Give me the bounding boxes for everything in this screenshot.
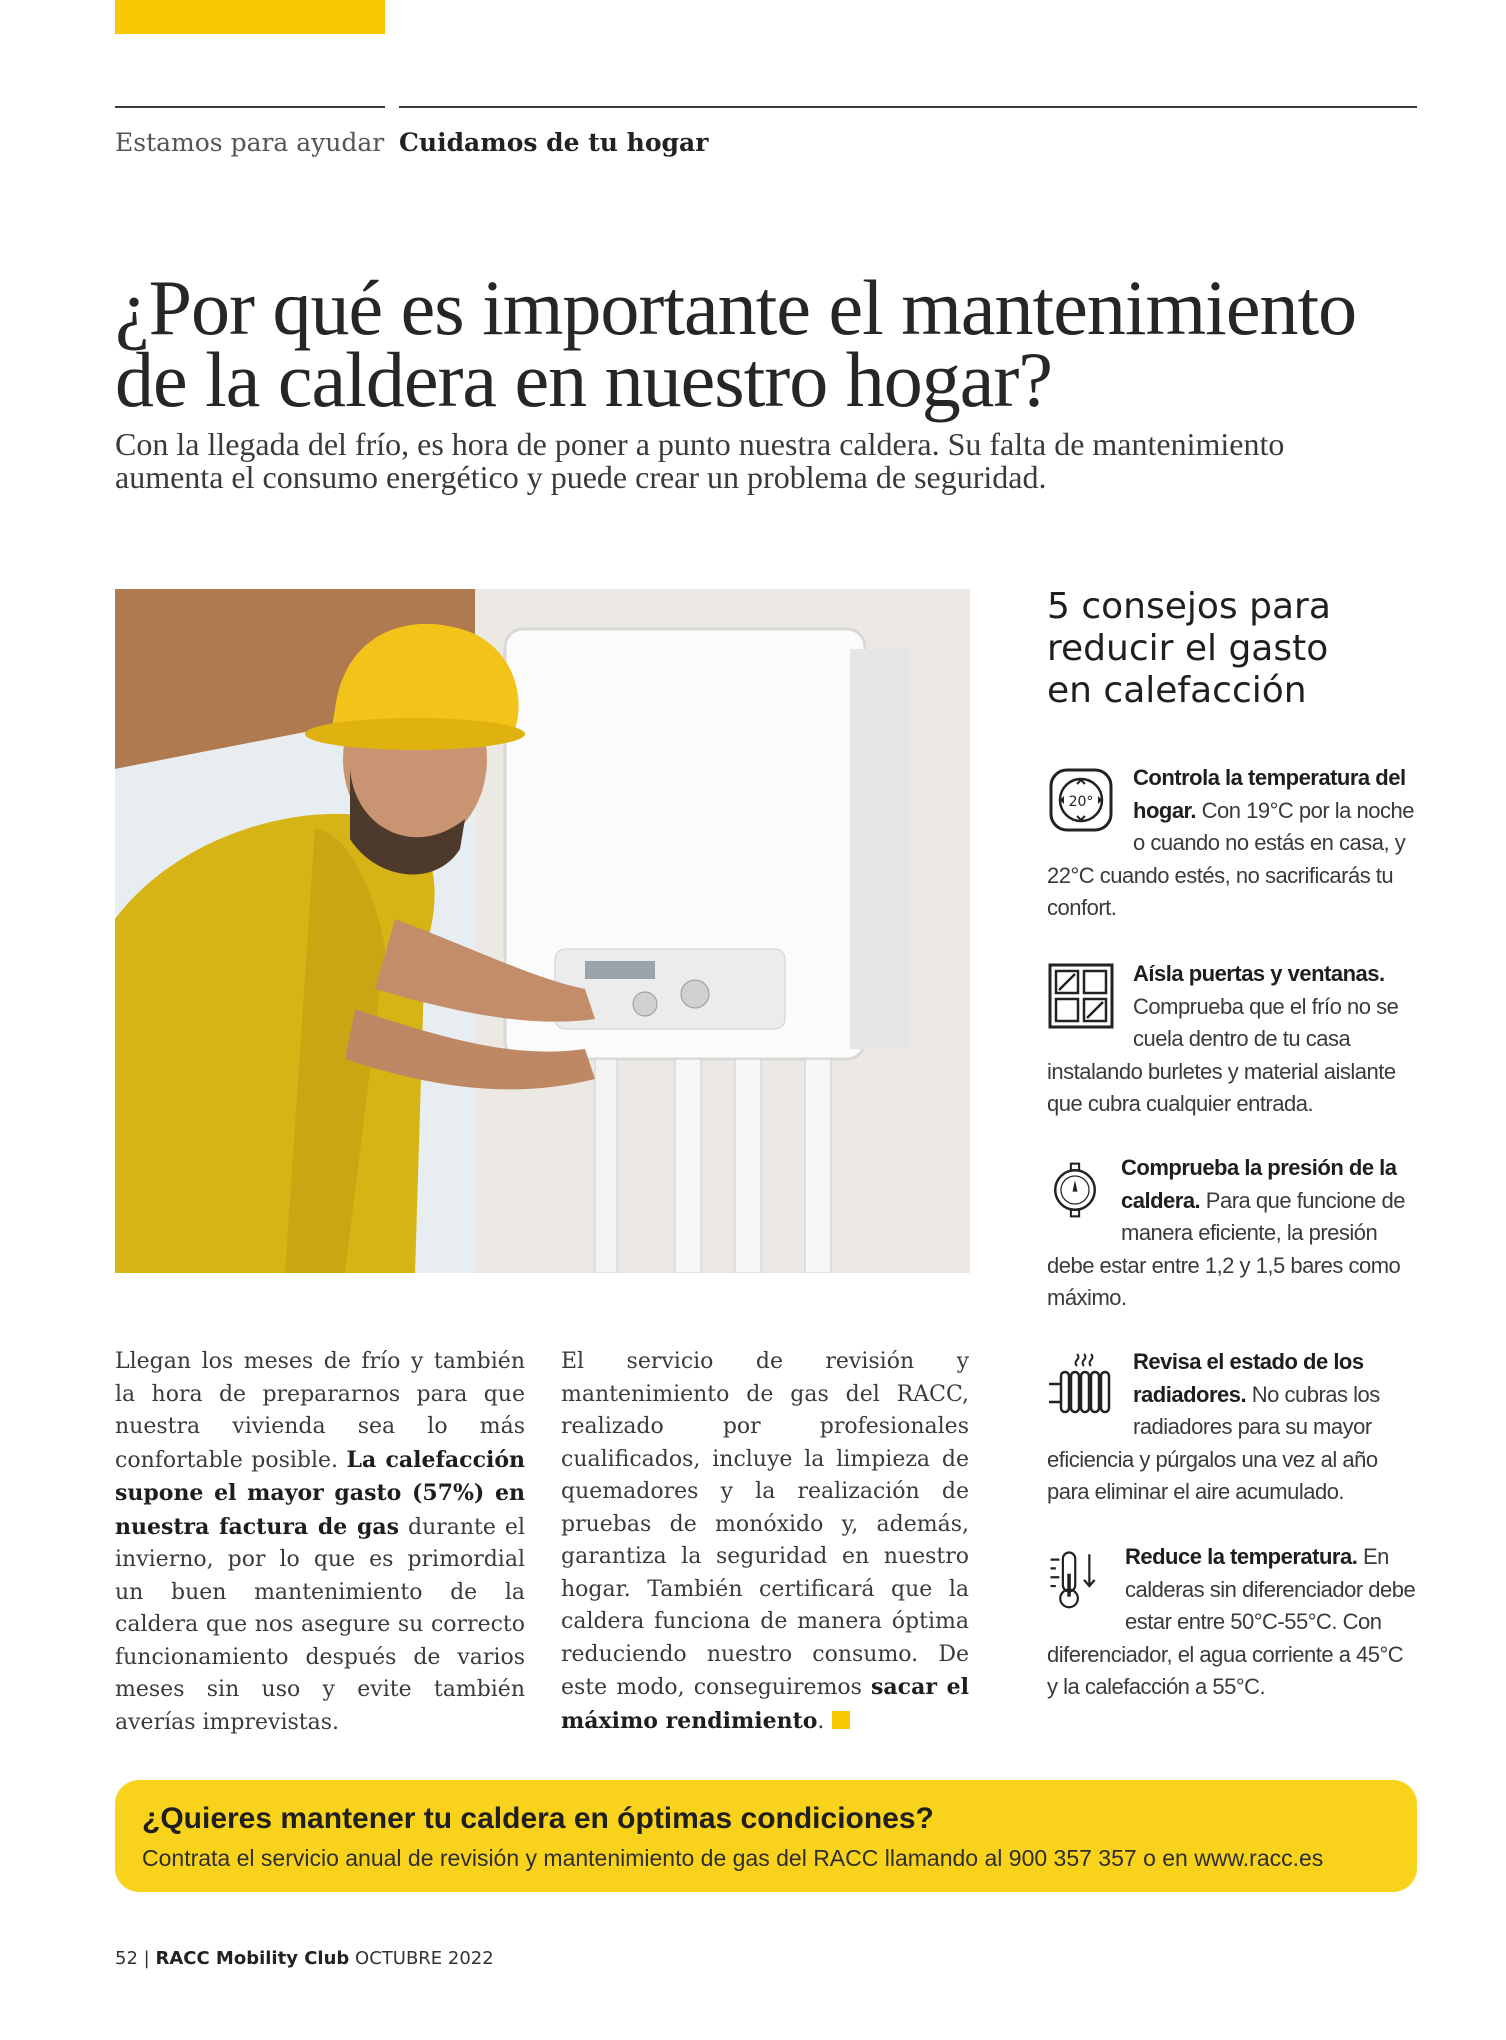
radiator-icon <box>1047 1350 1115 1418</box>
top-accent-bar <box>115 0 385 34</box>
thermostat-icon <box>1047 766 1115 834</box>
subsection-label: Cuidamos de tu hogar <box>399 128 709 157</box>
issue-date: OCTUBRE 2022 <box>355 1948 494 1969</box>
highlight-text: La calefacción supone el mayor gasto (57%) en nuestra factura de gas <box>115 1446 525 1540</box>
cta-text: Contrata el servicio anual de revisión y mantenimiento de gas del RACC llamando al 900 357 357 o en www.racc.es <box>142 1845 1324 1871</box>
highlight-text: sacar el máximo rendimiento <box>561 1674 969 1734</box>
tip-item-insulation: Aísla puertas y ventanas. Comprueba que el frío no se cuela dentro de tu casa instalando burletes y material aislante que cubra cualquier entrada. <box>1047 961 1399 1116</box>
body-column-1: Llegan los meses de frío y también la hora de prepararnos para que nuestra vivienda sea lo más confortable posible. La calefacción supone el mayor gasto (57%) en nuestra factura de gas durante el invierno, por lo que es primordial un buen mantenimiento de la caldera que nos asegure su correcto funcionamiento después de varios meses sin uso y evite también averías imprevistas. <box>115 1349 525 1735</box>
section-rule-left <box>115 106 385 108</box>
body-column-2: El servicio de revisión y mantenimiento de gas del RACC, realizado por profesionales cualificados, incluye la limpieza de quemadores y la realización de pruebas de monóxido y, además, garantiza la seguridad en nuestro hogar. También certificará que la caldera funciona de manera óptima reduciendo nuestro consumo. De este modo, conseguiremos sacar el máximo rendimiento. <box>561 1349 969 1734</box>
cta-banner <box>115 1780 1417 1892</box>
pressure-gauge-icon <box>1047 1156 1103 1224</box>
page-number: 52 <box>115 1948 138 1969</box>
technician-boiler-photo <box>115 589 970 1273</box>
tip-item-radiators: Revisa el estado de los radiadores. No cubras los radiadores para su mayor eficiencia y púrgalos una vez al año para eliminar el aire acumulado. <box>1047 1349 1380 1504</box>
window-icon <box>1047 962 1115 1030</box>
tip-item-reduce-temperature: Reduce la temperatura. En calderas sin diferenciador debe estar entre 50°C-55°C. Con diferenciador, el agua corriente a 45°C y la calefacción a 55°C. <box>1047 1544 1416 1699</box>
page-footer: 52 | RACC Mobility Club OCTUBRE 2022 <box>115 1948 494 1969</box>
end-mark-square <box>832 1711 850 1729</box>
brand-name: RACC Mobility Club <box>155 1948 350 1969</box>
section-label: Estamos para ayudar <box>115 128 385 157</box>
article-subtitle: Con la llegada del frío, es hora de poner a punto nuestra caldera. Su falta de mantenimiento aumenta el consumo energético y puede crear un problema de seguridad. <box>115 426 1285 495</box>
thermometer-down-icon <box>1047 1545 1107 1613</box>
section-rule-right <box>399 106 1417 108</box>
tip-item-temperature: 20° Controla la temperatura del hogar. Con 19°C por la noche o cuando no estás en casa, y 22°C cuando estés, no sacrificarás tu confort. <box>1047 765 1414 920</box>
svg-text:20°: 20° <box>1068 794 1094 810</box>
page-title: ¿Por qué es importante el mantenimiento de la caldera en nuestro hogar? <box>115 264 1357 423</box>
tips-title: 5 consejos para reducir el gasto en calefacción <box>1047 586 1331 711</box>
cta-title: ¿Quieres mantener tu caldera en óptimas condiciones? <box>142 1802 934 1835</box>
tip-item-pressure: Comprueba la presión de la caldera. Para que funcione de manera eficiente, la presión debe estar entre 1,2 y 1,5 bares como máximo. <box>1047 1155 1405 1310</box>
